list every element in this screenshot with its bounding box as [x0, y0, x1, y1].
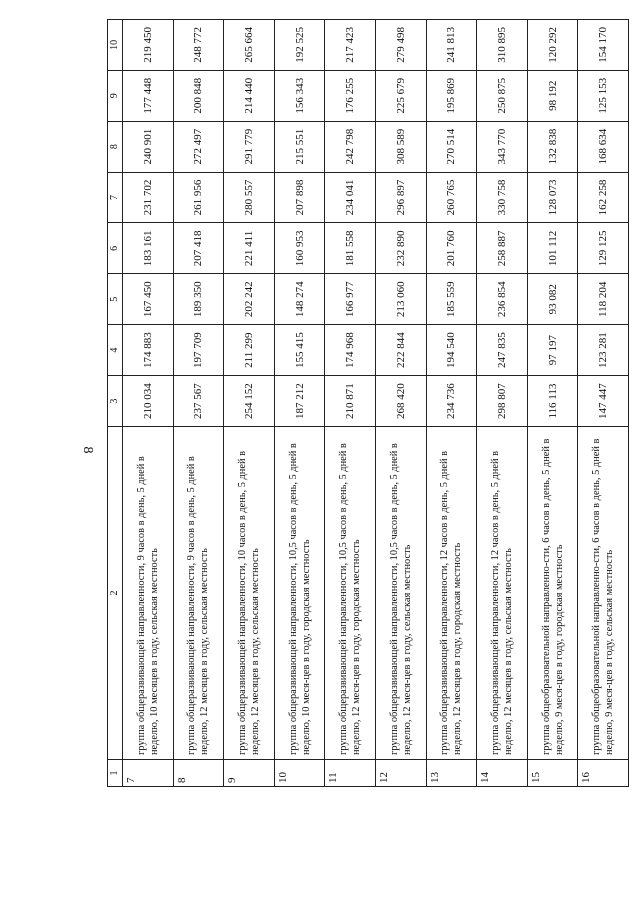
- cost-value: 265 664: [224, 19, 275, 70]
- cost-value: 128 073: [527, 172, 578, 223]
- cost-value: 97 197: [527, 325, 578, 376]
- cost-value: 181 558: [325, 223, 376, 274]
- cost-value: 236 854: [477, 274, 528, 325]
- cost-value: 176 255: [325, 70, 376, 121]
- cost-value: 241 813: [426, 19, 477, 70]
- row-number: 10: [274, 760, 325, 787]
- cost-value: 93 082: [527, 274, 578, 325]
- cost-value: 148 274: [274, 274, 325, 325]
- cost-value: 98 192: [527, 70, 578, 121]
- row-number: 7: [123, 760, 174, 787]
- cost-value: 168 634: [578, 121, 629, 172]
- table-row: [578, 19, 629, 786]
- cost-value: 132 838: [527, 121, 578, 172]
- column-header: 1: [108, 760, 123, 787]
- cost-value: 291 779: [224, 121, 275, 172]
- cost-value: 123 281: [578, 325, 629, 376]
- row-number: 16: [578, 760, 629, 787]
- table-row: [527, 19, 578, 786]
- group-description: группа общеразвивающей направленности, 12 часов в день, 5 дней в неделю, 12 месяцев в году, городская местность: [426, 427, 477, 760]
- row-number: 13: [426, 760, 477, 787]
- cost-value: 192 525: [274, 19, 325, 70]
- cost-value: 248 772: [173, 19, 224, 70]
- cost-value: 221 411: [224, 223, 275, 274]
- cost-value: 217 423: [325, 19, 376, 70]
- cost-value: 187 212: [274, 376, 325, 427]
- cost-value: 197 709: [173, 325, 224, 376]
- row-number: 12: [375, 760, 426, 787]
- cost-value: 147 447: [578, 376, 629, 427]
- cost-value: 215 551: [274, 121, 325, 172]
- cost-value: 211 299: [224, 325, 275, 376]
- cost-value: 116 113: [527, 376, 578, 427]
- row-number: 9: [224, 760, 275, 787]
- tariff-table: [107, 19, 629, 787]
- cost-value: 240 901: [123, 121, 174, 172]
- cost-value: 310 895: [477, 19, 528, 70]
- column-header: 3: [108, 376, 123, 427]
- table-row: [325, 19, 376, 786]
- cost-value: 222 844: [375, 325, 426, 376]
- cost-value: 234 736: [426, 376, 477, 427]
- cost-value: 214 440: [224, 70, 275, 121]
- table-row: [375, 19, 426, 786]
- cost-value: 162 258: [578, 172, 629, 223]
- cost-value: 195 869: [426, 70, 477, 121]
- cost-value: 167 450: [123, 274, 174, 325]
- group-description: группа общеразвивающей направленности, 10,5 часов в день, 5 дней в неделю, 12 меся-цев в году, сельская местность: [375, 427, 426, 760]
- cost-value: 298 807: [477, 376, 528, 427]
- cost-value: 296 897: [375, 172, 426, 223]
- cost-value: 183 161: [123, 223, 174, 274]
- column-header: 8: [108, 121, 123, 172]
- column-header: 10: [108, 19, 123, 70]
- cost-value: 210 871: [325, 376, 376, 427]
- header-row: [108, 19, 123, 786]
- cost-value: 207 418: [173, 223, 224, 274]
- group-description: группа общеразвивающей направленности, 10 часов в день, 5 дней в неделю, 12 месяцев в году, сельская местность: [224, 427, 275, 760]
- row-number: 8: [173, 760, 224, 787]
- cost-value: 213 060: [375, 274, 426, 325]
- cost-value: 237 567: [173, 376, 224, 427]
- group-description: группа общеразвивающей направленности, 12 часов в день, 5 дней в неделю, 12 месяцев в году, сельская местность: [477, 427, 528, 760]
- tariff-table-wrapper: [107, 20, 629, 787]
- cost-value: 268 420: [375, 376, 426, 427]
- cost-value: 129 125: [578, 223, 629, 274]
- cost-value: 185 559: [426, 274, 477, 325]
- row-number: 15: [527, 760, 578, 787]
- cost-value: 125 153: [578, 70, 629, 121]
- group-description: группа общеобразовательной направленно-сти, 6 часов в день, 5 дней в неделю, 9 меся-цев в году, городская местность: [527, 427, 578, 760]
- column-header: 9: [108, 70, 123, 121]
- group-description: группа общеразвивающей направленности, 10,5 часов в день, 5 дней в неделю, 10 меся-цев в году, городская местность: [274, 427, 325, 760]
- group-description: группа общеразвивающей направленности, 9 часов в день, 5 дней в неделю, 12 месяцев в году, сельская местность: [173, 427, 224, 760]
- table-row: [274, 19, 325, 786]
- cost-value: 250 875: [477, 70, 528, 121]
- cost-value: 258 887: [477, 223, 528, 274]
- cost-value: 200 848: [173, 70, 224, 121]
- cost-value: 118 204: [578, 274, 629, 325]
- cost-value: 225 679: [375, 70, 426, 121]
- cost-value: 155 415: [274, 325, 325, 376]
- cost-value: 120 292: [527, 19, 578, 70]
- cost-value: 160 953: [274, 223, 325, 274]
- group-description: группа общеразвивающей направленности, 9 часов в день, 5 дней в неделю, 10 месяцев в году, сельская местность: [123, 427, 174, 760]
- cost-value: 101 112: [527, 223, 578, 274]
- cost-value: 166 977: [325, 274, 376, 325]
- cost-value: 254 152: [224, 376, 275, 427]
- cost-value: 207 898: [274, 172, 325, 223]
- table-row: [426, 19, 477, 786]
- cost-value: 279 498: [375, 19, 426, 70]
- cost-value: 194 540: [426, 325, 477, 376]
- cost-value: 234 041: [325, 172, 376, 223]
- cost-value: 280 557: [224, 172, 275, 223]
- table-row: [477, 19, 528, 786]
- cost-value: 210 034: [123, 376, 174, 427]
- cost-value: 270 514: [426, 121, 477, 172]
- column-header: 6: [108, 223, 123, 274]
- cost-value: 177 448: [123, 70, 174, 121]
- table-row: [173, 19, 224, 786]
- cost-value: 231 702: [123, 172, 174, 223]
- cost-value: 156 343: [274, 70, 325, 121]
- page-number: 8: [80, 446, 95, 454]
- group-description: группа общеобразовательной направленно-сти, 6 часов в день, 5 дней в неделю, 9 меся-цев в году, сельская местность: [578, 427, 629, 760]
- cost-value: 219 450: [123, 19, 174, 70]
- column-header: 2: [108, 427, 123, 760]
- cost-value: 330 758: [477, 172, 528, 223]
- table-row: [123, 19, 174, 786]
- cost-value: 247 835: [477, 325, 528, 376]
- cost-value: 201 760: [426, 223, 477, 274]
- cost-value: 260 765: [426, 172, 477, 223]
- row-number: 11: [325, 760, 376, 787]
- group-description: группа общеразвивающей направленности, 10,5 часов в день, 5 дней в неделю, 12 меся-цев в году, городская местность: [325, 427, 376, 760]
- cost-value: 343 770: [477, 121, 528, 172]
- column-header: 5: [108, 274, 123, 325]
- cost-value: 174 883: [123, 325, 174, 376]
- row-number: 14: [477, 760, 528, 787]
- cost-value: 154 170: [578, 19, 629, 70]
- column-header: 4: [108, 325, 123, 376]
- table-row: [224, 19, 275, 786]
- cost-value: 202 242: [224, 274, 275, 325]
- cost-value: 261 956: [173, 172, 224, 223]
- cost-value: 189 350: [173, 274, 224, 325]
- column-header: 7: [108, 172, 123, 223]
- cost-value: 174 968: [325, 325, 376, 376]
- cost-value: 272 497: [173, 121, 224, 172]
- cost-value: 232 890: [375, 223, 426, 274]
- cost-value: 242 798: [325, 121, 376, 172]
- cost-value: 308 589: [375, 121, 426, 172]
